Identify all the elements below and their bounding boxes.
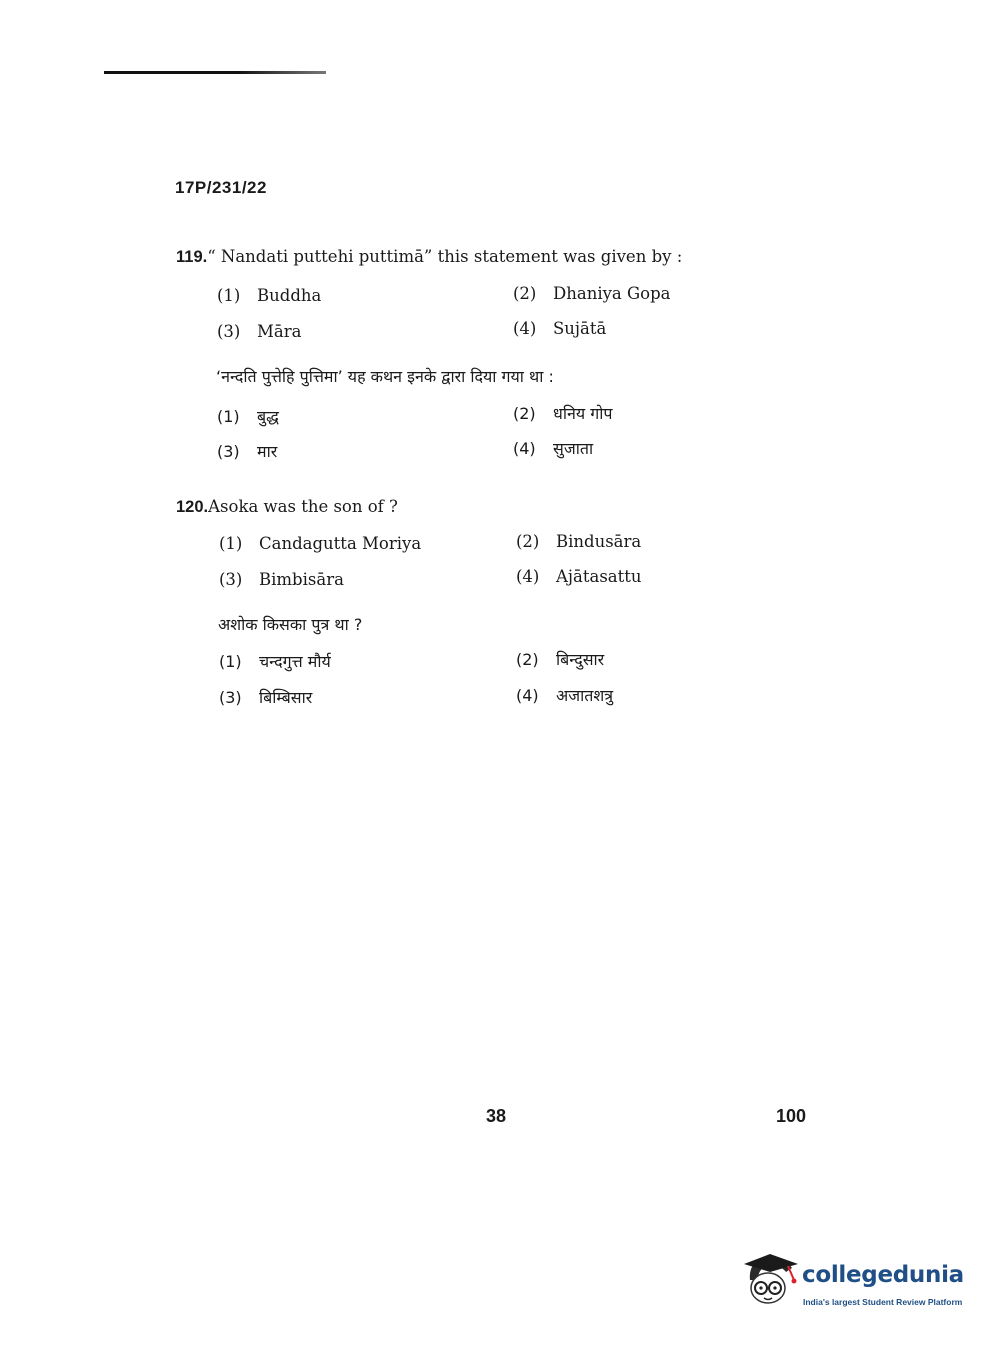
option-3: (3) Bimbisāra bbox=[219, 570, 344, 589]
option-2: (2) Bindusāra bbox=[516, 532, 642, 551]
option-hi-4: (4) अजातशत्रु bbox=[516, 686, 614, 705]
question-number: 119. bbox=[176, 248, 208, 266]
top-rule bbox=[104, 71, 326, 74]
mascot-icon bbox=[740, 1250, 800, 1310]
option-1: (1) Buddha bbox=[217, 286, 322, 305]
option-4: (4) Sujātā bbox=[513, 319, 607, 338]
question-number: 120. bbox=[176, 498, 209, 516]
question-text: Asoka was the son of ? bbox=[208, 497, 398, 516]
option-hi-1: (1) बुद्ध bbox=[217, 407, 279, 426]
brand-name: collegedunia bbox=[802, 1262, 964, 1288]
collegedunia-logo bbox=[740, 1250, 970, 1320]
question-120-text-en bbox=[176, 497, 398, 517]
option-hi-4: (4) सुजाता bbox=[513, 439, 594, 458]
option-hi-2: (2) बिन्दुसार bbox=[516, 650, 605, 669]
question-text: “ Nandati puttehi puttimā” this statement was given by : bbox=[207, 247, 683, 266]
question-120-text-hi: अशोक किसका पुत्र था ? bbox=[218, 615, 363, 634]
option-hi-3: (3) बिम्बिसार bbox=[219, 688, 313, 707]
question-119-text-hi: ‘नन्दति पुत्तेहि पुत्तिमा’ यह कथन इनके द्वारा दिया गया था : bbox=[216, 367, 554, 386]
option-3: (3) Māra bbox=[217, 322, 302, 341]
option-1: (1) Candagutta Moriya bbox=[219, 534, 422, 553]
option-4: (4) Ajātasattu bbox=[516, 567, 642, 586]
option-hi-3: (3) मार bbox=[217, 442, 278, 461]
question-119-text-en bbox=[176, 247, 682, 267]
brand-tagline: India's largest Student Review Platform bbox=[803, 1297, 963, 1307]
total-pages: 100 bbox=[776, 1106, 807, 1126]
option-hi-1: (1) चन्दगुत्त मौर्य bbox=[219, 652, 331, 671]
option-hi-2: (2) धनिय गोप bbox=[513, 404, 613, 423]
paper-code: 17P/231/22 bbox=[175, 178, 267, 197]
page-number: 38 bbox=[486, 1106, 507, 1126]
option-2: (2) Dhaniya Gopa bbox=[513, 284, 671, 303]
